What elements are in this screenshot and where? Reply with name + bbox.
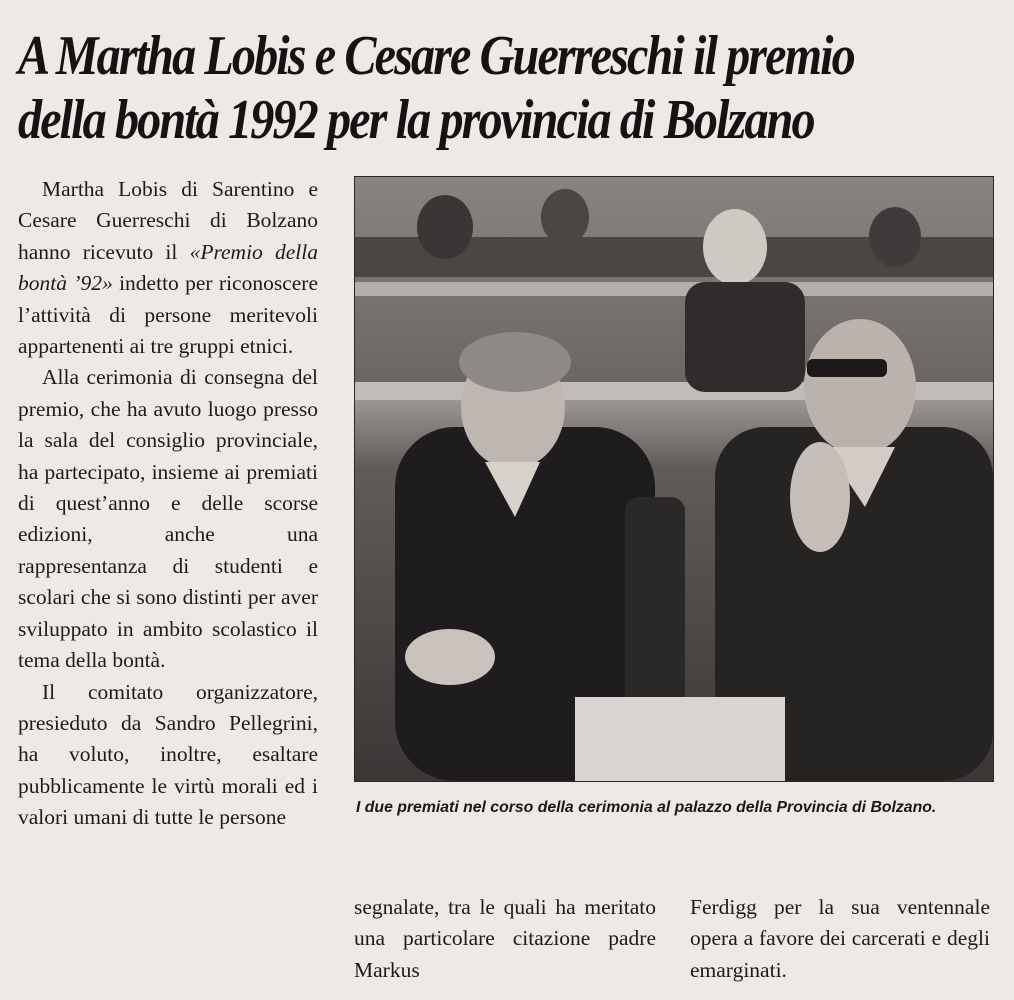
- article-column-right: [690, 892, 990, 986]
- headline-line-1: A Martha Lobis e Cesare Guerreschi il premio: [18, 25, 854, 87]
- ceremony-photo: [354, 176, 994, 782]
- article-paragraph-1: [18, 174, 318, 362]
- article-headline: [18, 24, 865, 152]
- article-column-middle: [354, 892, 656, 986]
- photo-caption: I due premiati nel corso della cerimonia al palazzo della Provincia di Bolzano.: [356, 799, 937, 816]
- article-column-left: [18, 174, 318, 834]
- article-paragraph-2: Alla cerimonia di consegna del premio, che ha avuto luogo presso la sala del consiglio provinciale, ha partecipato, insieme ai premiati di quest’anno e delle scorse edizioni, anche una rappresentanza di studenti e scolari che si sono distinti per aver sviluppato in ambito scolastico il tema della bontà.: [18, 365, 318, 673]
- article-paragraph-end: Ferdigg per la sua ventennale opera a favore dei carcerati e degli emarginati.: [690, 895, 990, 982]
- paragraph-1-text-a: Martha Lobis di Sarentino e Cesare Guerreschi di Bolzano hanno ricevuto il: [18, 177, 318, 264]
- article-paragraph-continued: segnalate, tra le quali ha meritato una particolare citazione padre Markus: [354, 895, 656, 982]
- award-name: «Premio della bontà ’92»: [18, 239, 319, 296]
- headline-line-2: della bontà 1992 per la provincia di Bolzano: [18, 89, 814, 151]
- paragraph-1-text-b: indetto per riconoscere l’attività di persone meritevoli appartenenti ai tre gruppi etnici.: [18, 271, 318, 359]
- ceremony-photo-illustration: [355, 177, 993, 781]
- article-paragraph-3: Il comitato organizzatore, presieduto da Sandro Pellegrini, ha voluto, inoltre, esaltare pubblicamente le virtù morali ed i valori umani di tutte le persone: [18, 679, 318, 830]
